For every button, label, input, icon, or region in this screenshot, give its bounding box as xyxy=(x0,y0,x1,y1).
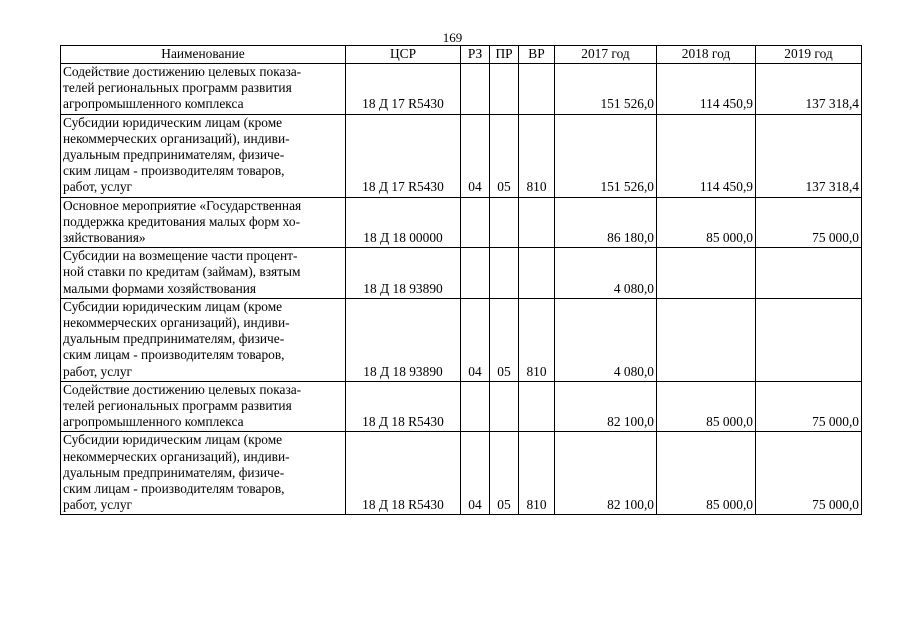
cell-name xyxy=(61,197,346,248)
name-line: дуальным предпринимателям, физиче- xyxy=(63,464,285,480)
cell-name xyxy=(61,114,346,197)
cell-csr: 18 Д 17 R5430 xyxy=(346,64,461,115)
cell-name xyxy=(61,64,346,115)
cell-rz xyxy=(461,381,490,432)
name-line: работ, услуг xyxy=(63,179,133,195)
table-row xyxy=(61,432,862,515)
name-line: телей региональных программ развития xyxy=(63,398,292,414)
cell-pr xyxy=(490,248,519,299)
cell-2019: 75 000,0 xyxy=(756,432,862,515)
budget-table xyxy=(60,45,862,515)
cell-csr: 18 Д 18 00000 xyxy=(346,197,461,248)
header-csr: ЦСР xyxy=(346,46,461,64)
header-row xyxy=(61,46,862,64)
cell-pr xyxy=(490,197,519,248)
table-row xyxy=(61,64,862,115)
name-line: Основное мероприятие «Государственная xyxy=(63,197,302,213)
name-line: ским лицам - производителям товаров, xyxy=(63,481,285,497)
cell-2019: 75 000,0 xyxy=(756,381,862,432)
cell-csr: 18 Д 18 R5430 xyxy=(346,432,461,515)
table-row xyxy=(61,114,862,197)
cell-2019 xyxy=(756,248,862,299)
cell-2017: 82 100,0 xyxy=(555,381,657,432)
name-line: Субсидии юридическим лицам (кроме xyxy=(63,432,283,448)
cell-vr xyxy=(519,248,555,299)
cell-2019: 137 318,4 xyxy=(756,64,862,115)
table-row xyxy=(61,248,862,299)
name-line: работ, услуг xyxy=(63,363,133,379)
header-2018: 2018 год xyxy=(657,46,756,64)
cell-name xyxy=(61,432,346,515)
name-line: ной ставки по кредитам (займам), взятым xyxy=(63,264,301,280)
header-2019: 2019 год xyxy=(756,46,862,64)
cell-2017: 151 526,0 xyxy=(555,114,657,197)
cell-2018: 114 450,9 xyxy=(657,114,756,197)
name-line: поддержка кредитования малых форм хо- xyxy=(63,213,301,229)
cell-2018 xyxy=(657,298,756,381)
header-2017: 2017 год xyxy=(555,46,657,64)
name-line: телей региональных программ развития xyxy=(63,80,292,96)
cell-pr: 05 xyxy=(490,298,519,381)
cell-2017: 4 080,0 xyxy=(555,298,657,381)
cell-2019 xyxy=(756,298,862,381)
name-line: агропромышленного комплекса xyxy=(63,96,244,112)
cell-vr: 810 xyxy=(519,114,555,197)
cell-2018 xyxy=(657,248,756,299)
cell-pr: 05 xyxy=(490,432,519,515)
cell-pr xyxy=(490,64,519,115)
name-line: агропромышленного комплекса xyxy=(63,414,244,430)
cell-2018: 85 000,0 xyxy=(657,197,756,248)
name-line: Субсидии юридическим лицам (кроме xyxy=(63,298,283,314)
table-row xyxy=(61,197,862,248)
header-pr: ПР xyxy=(490,46,519,64)
name-line: Субсидии юридическим лицам (кроме xyxy=(63,114,283,130)
cell-name xyxy=(61,381,346,432)
cell-rz xyxy=(461,248,490,299)
table-body xyxy=(61,64,862,515)
name-line: ским лицам - производителям товаров, xyxy=(63,163,285,179)
name-line: некоммерческих организаций), индиви- xyxy=(63,448,290,464)
name-line: дуальным предпринимателям, физиче- xyxy=(63,147,285,163)
cell-2017: 4 080,0 xyxy=(555,248,657,299)
name-line: Содействие достижению целевых показа- xyxy=(63,64,302,79)
cell-name xyxy=(61,248,346,299)
header-rz: РЗ xyxy=(461,46,490,64)
header-vr: ВР xyxy=(519,46,555,64)
cell-rz xyxy=(461,64,490,115)
cell-2018: 114 450,9 xyxy=(657,64,756,115)
header-name: Наименование xyxy=(61,46,346,64)
name-line: зяйствования» xyxy=(63,230,146,246)
cell-csr: 18 Д 17 R5430 xyxy=(346,114,461,197)
name-line: Содействие достижению целевых показа- xyxy=(63,381,302,397)
name-line: некоммерческих организаций), индиви- xyxy=(63,130,290,146)
cell-pr xyxy=(490,381,519,432)
name-line: Субсидии на возмещение части процент- xyxy=(63,248,298,264)
cell-csr: 18 Д 18 93890 xyxy=(346,298,461,381)
cell-pr: 05 xyxy=(490,114,519,197)
cell-2018: 85 000,0 xyxy=(657,432,756,515)
cell-rz xyxy=(461,197,490,248)
cell-vr: 810 xyxy=(519,298,555,381)
cell-2018: 85 000,0 xyxy=(657,381,756,432)
cell-vr: 810 xyxy=(519,432,555,515)
cell-vr xyxy=(519,381,555,432)
name-line: ским лицам - производителям товаров, xyxy=(63,347,285,363)
name-line: дуальным предпринимателям, физиче- xyxy=(63,331,285,347)
cell-name xyxy=(61,298,346,381)
cell-rz: 04 xyxy=(461,298,490,381)
cell-2019: 75 000,0 xyxy=(756,197,862,248)
table-row xyxy=(61,298,862,381)
cell-2019: 137 318,4 xyxy=(756,114,862,197)
cell-csr: 18 Д 18 R5430 xyxy=(346,381,461,432)
name-line: работ, услуг xyxy=(63,497,133,513)
cell-rz: 04 xyxy=(461,114,490,197)
cell-rz: 04 xyxy=(461,432,490,515)
name-line: некоммерческих организаций), индиви- xyxy=(63,315,290,331)
cell-vr xyxy=(519,64,555,115)
table-row xyxy=(61,381,862,432)
cell-vr xyxy=(519,197,555,248)
cell-2017: 151 526,0 xyxy=(555,64,657,115)
cell-2017: 86 180,0 xyxy=(555,197,657,248)
cell-csr: 18 Д 18 93890 xyxy=(346,248,461,299)
cell-2017: 82 100,0 xyxy=(555,432,657,515)
name-line: малыми формами хозяйствования xyxy=(63,280,257,296)
page-number: 169 xyxy=(442,30,463,45)
